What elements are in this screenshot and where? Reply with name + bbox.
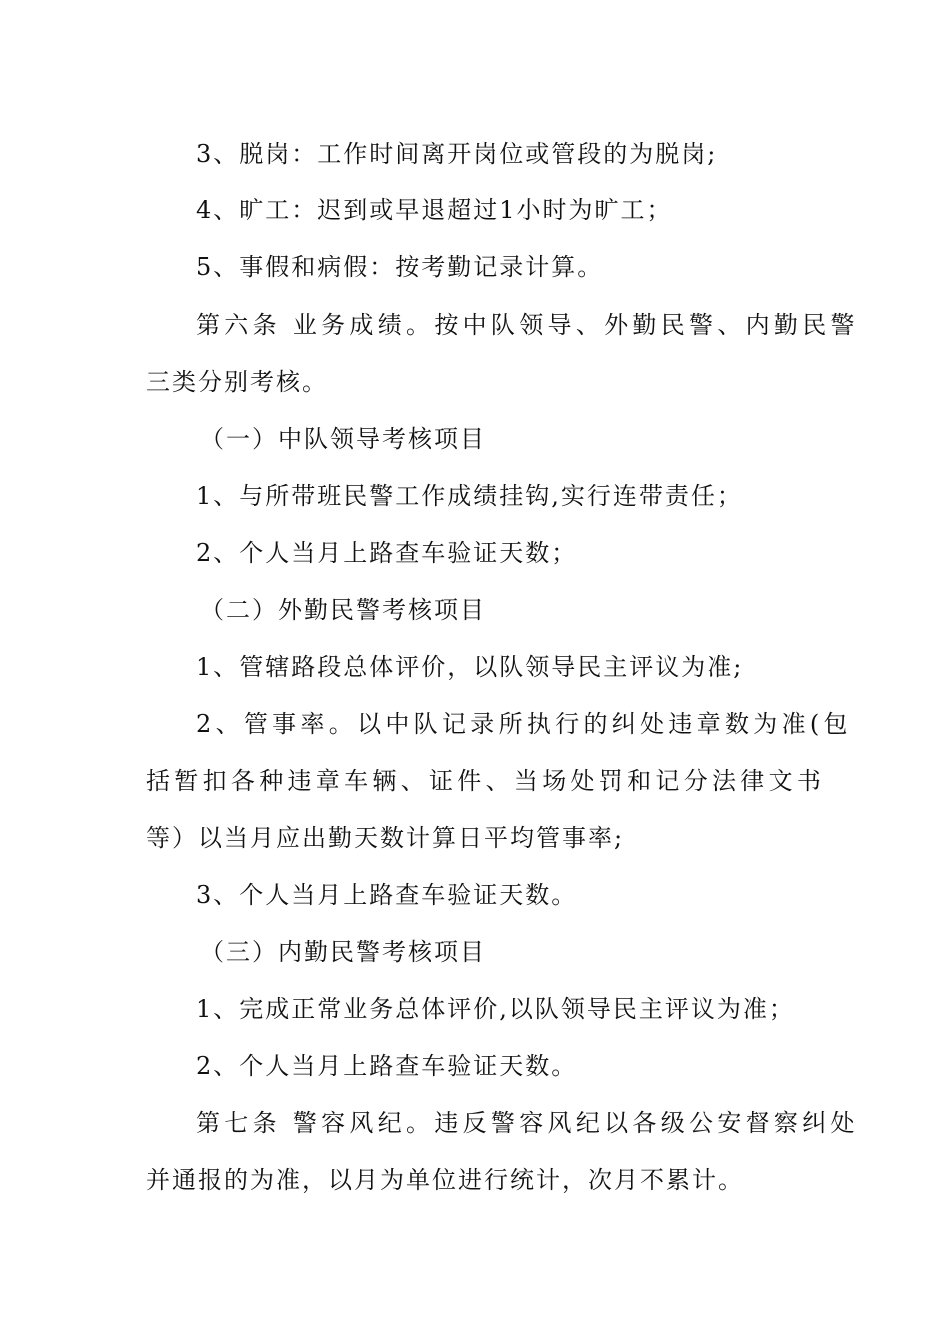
item-absenteeism: 4、旷工：迟到或早退超过1小时为旷工； [196,196,673,224]
field-item-2-line-2: 括暂扣各种违章车辆、证件、当场处罚和记分法律文书 [146,767,826,795]
item-absence-from-post: 3、脱岗：工作时间离开岗位或管段的为脱岗; [196,140,718,168]
section-heading-squad-leaders: （一）中队领导考核项目 [200,425,486,453]
article-six-line-1: 第六条 业务成绩。按中队领导、外勤民警、内勤民警 [196,311,859,339]
field-item-2-line-1: 2、管事率。以中队记录所执行的纠处违章数为准(包 [196,710,852,738]
section-heading-office-officers: （三）内勤民警考核项目 [200,938,486,966]
section-heading-field-officers: （二）外勤民警考核项目 [200,596,486,624]
article-seven-line-1: 第七条 警容风纪。违反警容风纪以各级公安督察纠处 [196,1109,859,1137]
office-item-1: 1、完成正常业务总体评价,以队领导民主评议为准； [196,995,795,1023]
leaders-item-1: 1、与所带班民警工作成绩挂钩,实行连带责任； [196,482,743,510]
field-item-2-line-3: 等）以当月应出勤天数计算日平均管事率; [146,824,625,852]
office-item-2: 2、个人当月上路查车验证天数。 [196,1052,578,1080]
field-item-3: 3、个人当月上路查车验证天数。 [196,881,578,909]
article-seven-line-2: 并通报的为准，以月为单位进行统计，次月不累计。 [146,1166,744,1194]
leaders-item-2: 2、个人当月上路查车验证天数； [196,539,578,567]
article-six-line-2: 三类分别考核。 [146,368,328,396]
field-item-1: 1、管辖路段总体评价，以队领导民主评议为准; [196,653,744,681]
item-leave: 5、事假和病假：按考勤记录计算。 [196,253,604,281]
